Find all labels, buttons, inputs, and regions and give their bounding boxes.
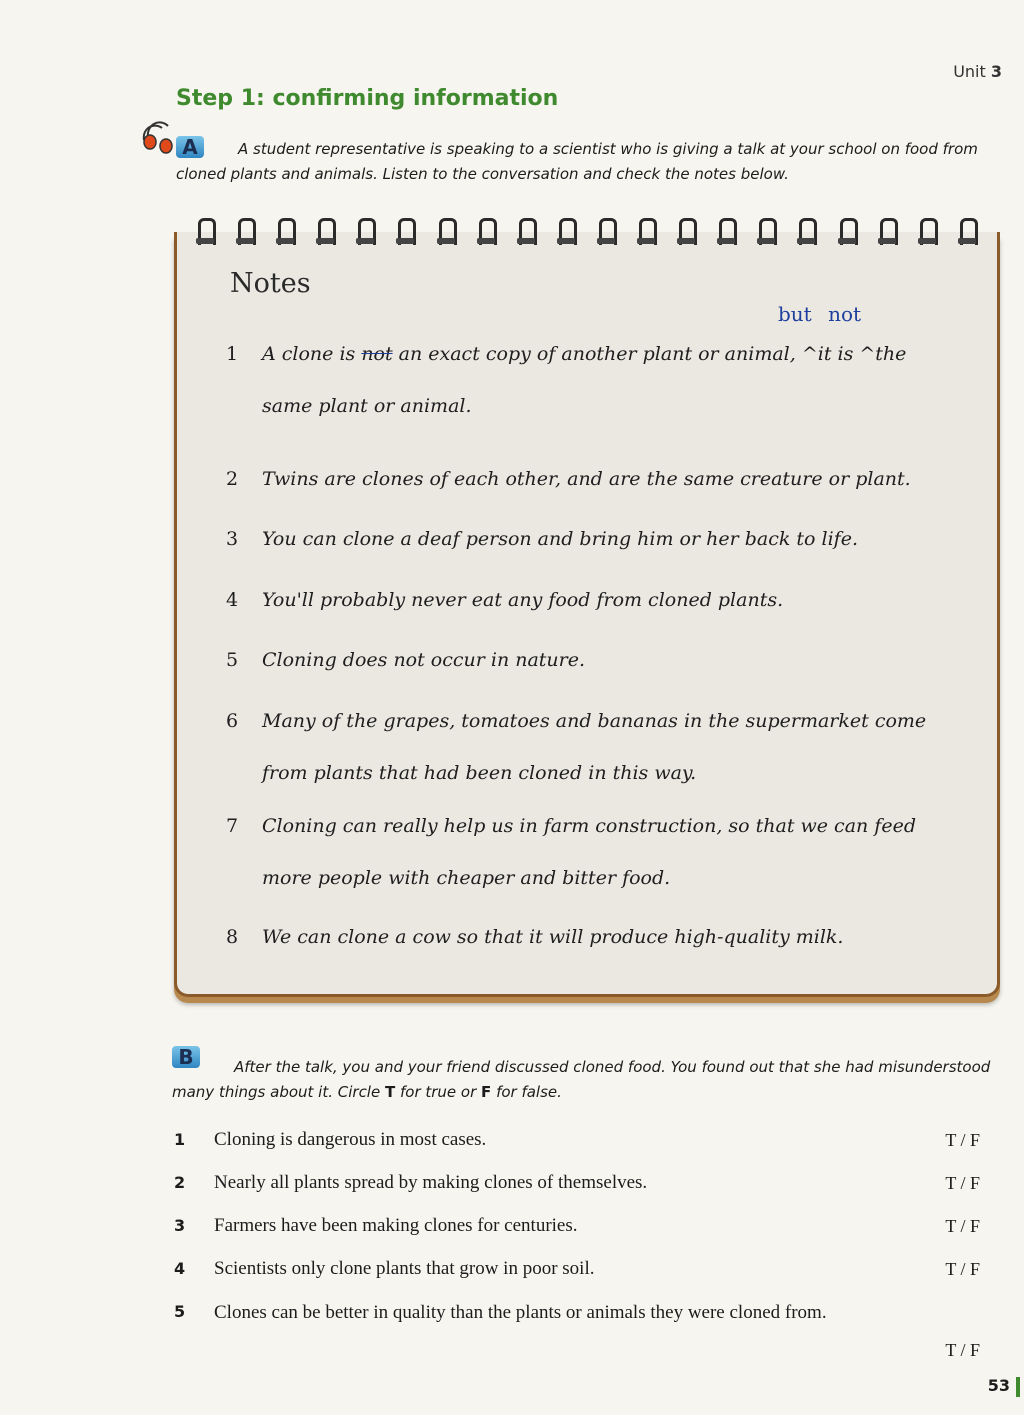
note-item: 3 You can clone a deaf person and bring him or her back to life. — [226, 528, 858, 550]
headphones-icon — [140, 116, 176, 156]
section-b-badge: B — [172, 1046, 200, 1068]
true-false-choice[interactable]: T / F — [945, 1216, 980, 1236]
handwritten-correction: but not — [778, 302, 862, 326]
section-a-badge: A — [176, 136, 204, 158]
true-false-choice[interactable]: T / F — [945, 1173, 980, 1193]
true-false-choice[interactable]: T / F — [945, 1130, 980, 1150]
notes-title: Notes — [230, 268, 311, 299]
note-item: 8 We can clone a cow so that it will produce high-quality milk. — [226, 926, 844, 948]
step-title: Step 1: confirming information — [176, 86, 559, 111]
note-item: 6 Many of the grapes, tomatoes and bananas in the supermarket come from plants that had been cloned in this way. — [226, 710, 927, 784]
unit-label: Unit 3 — [953, 62, 1002, 81]
note-item: 2 Twins are clones of each other, and are the same creature or plant. — [226, 468, 911, 490]
note-item: 1 A clone is not an exact copy of another plant or animal, ^it is ^the same plant or animal. — [226, 343, 907, 417]
section-a-instructions: A student representative is speaking to a scientist who is giving a talk at your school on food from cloned plants and animals. Listen to the conversation and check the notes below. — [176, 140, 978, 183]
page-number: 53 — [987, 1376, 1010, 1395]
notebook-spiral — [196, 218, 976, 250]
true-false-choice[interactable]: T / F — [945, 1259, 980, 1279]
page-number-bar — [1016, 1377, 1020, 1397]
note-item: 4 You'll probably never eat any food from cloned plants. — [226, 589, 784, 611]
true-false-item: 5 Clones can be better in quality than the plants or animals they were cloned from. T / F — [174, 1294, 984, 1374]
true-false-choice[interactable]: T / F — [945, 1340, 980, 1360]
section-b-instructions: After the talk, you and your friend discussed cloned food. You found out that she had misunderstood many things about it. Circle T for true or F for false. — [172, 1058, 991, 1101]
note-item: 7 Cloning can really help us in farm construction, so that we can feed more people with cheaper and bitter food. — [226, 815, 916, 889]
note-item: 5 Cloning does not occur in nature. — [226, 649, 586, 671]
